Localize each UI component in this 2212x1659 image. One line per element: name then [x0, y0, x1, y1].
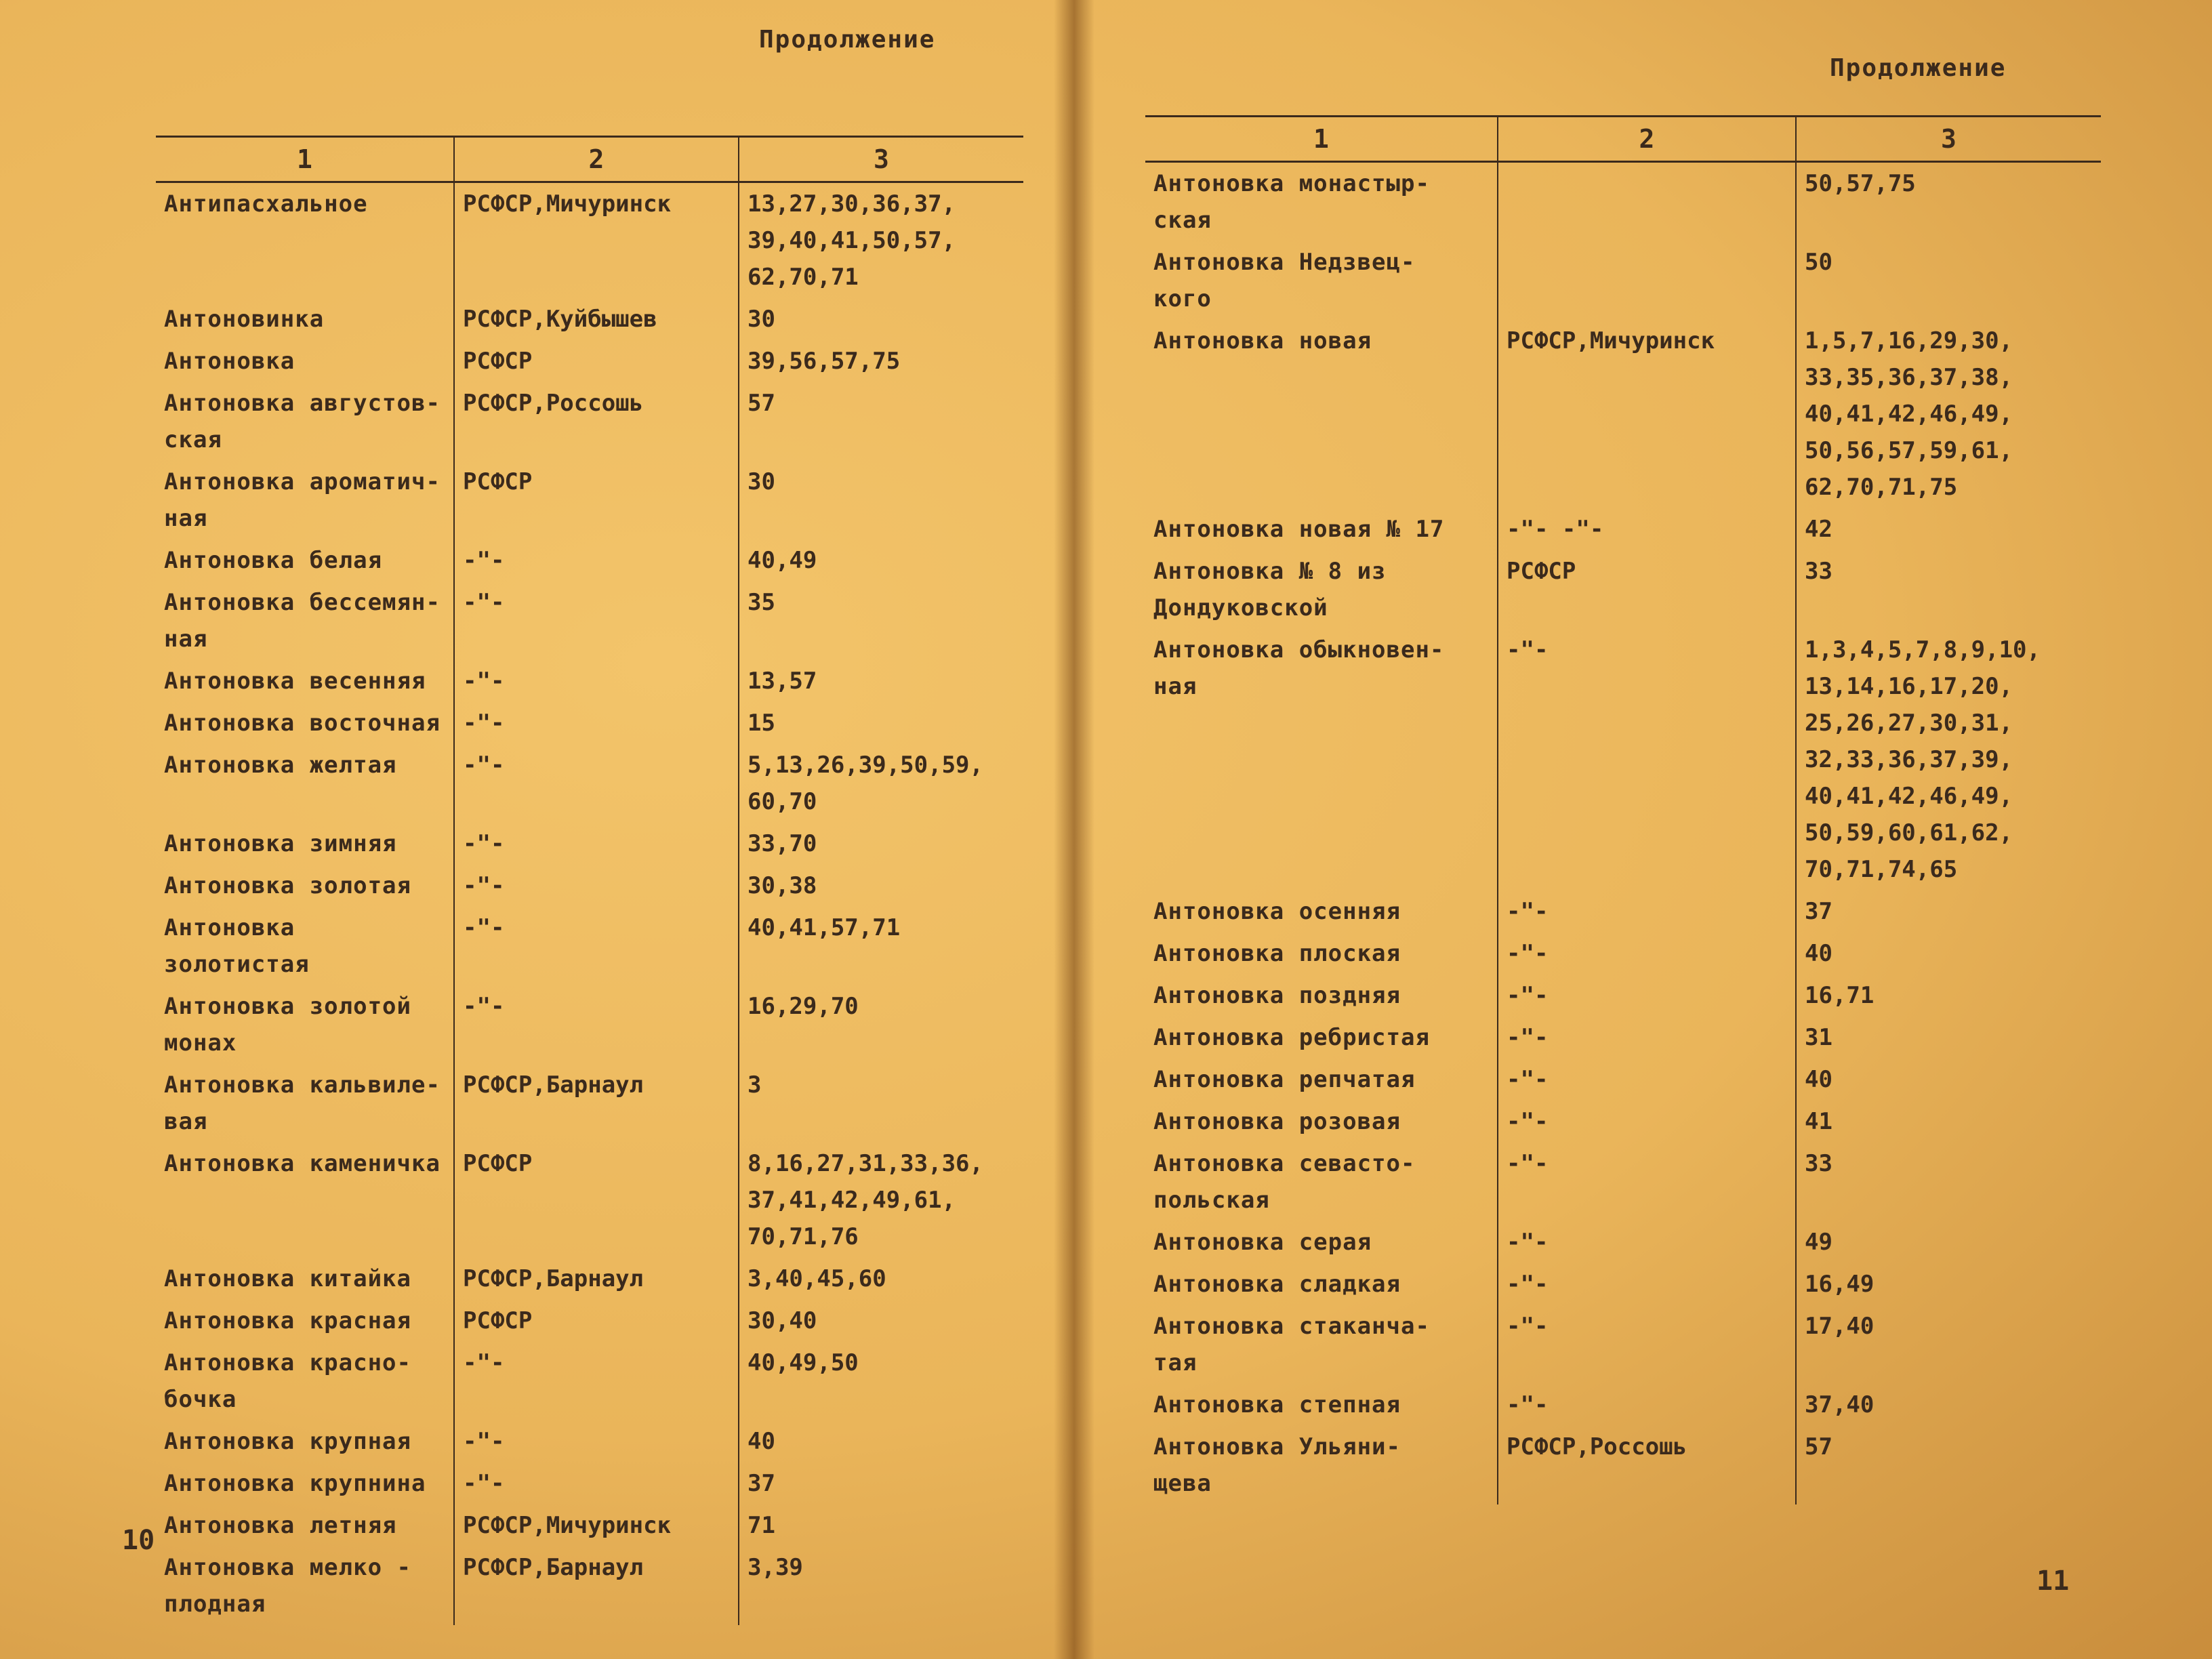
table-row: [1145, 1384, 2101, 1426]
variety-table: [1145, 115, 2101, 1504]
region-cell: -"-: [454, 1462, 739, 1504]
variety-name-cell: Антоновка золотая: [156, 865, 454, 907]
table-header-row: [156, 137, 1023, 182]
region-cell: -"-: [1498, 933, 1796, 975]
variety-name-cell: Антоновка серая: [1145, 1221, 1498, 1263]
table-row: [156, 461, 1023, 539]
region-cell: РСФСР,Барнаул: [454, 1064, 739, 1143]
table-header-row: [1145, 117, 2101, 162]
references-cell: 31: [1796, 1017, 2101, 1059]
region-cell: -"-: [1498, 629, 1796, 890]
variety-name-cell: Антоновка обыкновен- ная: [1145, 629, 1498, 890]
region-cell: -"-: [1498, 1221, 1796, 1263]
variety-name-cell: Антоновка осенняя: [1145, 890, 1498, 933]
variety-name-cell: Антоновка крупнина: [156, 1462, 454, 1504]
references-cell: 30,40: [739, 1300, 1023, 1342]
region-cell: -"-: [454, 660, 739, 702]
references-cell: 13,27,30,36,37, 39,40,41,50,57, 62,70,71: [739, 182, 1023, 299]
variety-name-cell: Антоновка сладкая: [1145, 1263, 1498, 1305]
variety-name-cell: Антоновка летняя: [156, 1504, 454, 1547]
table-row: [156, 581, 1023, 660]
continuation-title: Продолжение: [1830, 54, 2007, 82]
variety-name-cell: Антоновка репчатая: [1145, 1059, 1498, 1101]
column-header: 3: [739, 137, 1023, 182]
references-cell: 40: [739, 1420, 1023, 1462]
variety-name-cell: Антоновка новая № 17: [1145, 508, 1498, 550]
table-row: [156, 660, 1023, 702]
region-cell: -"-: [454, 581, 739, 660]
region-cell: -"-: [454, 702, 739, 744]
region-cell: РСФСР: [454, 461, 739, 539]
region-cell: -"-: [1498, 1263, 1796, 1305]
variety-name-cell: Антоновинка: [156, 298, 454, 340]
table-row: [156, 907, 1023, 985]
table-row: [1145, 241, 2101, 320]
region-cell: РСФСР,Барнаул: [454, 1547, 739, 1625]
variety-table: [156, 136, 1023, 1625]
region-cell: -"-: [454, 1342, 739, 1420]
book-gutter: [1054, 0, 1094, 1659]
region-cell: РСФСР,Россошь: [1498, 1426, 1796, 1504]
table-row: [1145, 1426, 2101, 1504]
variety-name-cell: Антоновка ребристая: [1145, 1017, 1498, 1059]
references-cell: 50: [1796, 241, 2101, 320]
variety-name-cell: Антоновка августов- ская: [156, 382, 454, 461]
continuation-title: Продолжение: [759, 26, 936, 54]
variety-name-cell: Антоновка каменичка: [156, 1143, 454, 1258]
page-number: 10: [122, 1525, 155, 1556]
region-cell: РСФСР,Россошь: [454, 382, 739, 461]
variety-name-cell: Антоновка китайка: [156, 1258, 454, 1300]
region-cell: -"-: [454, 907, 739, 985]
variety-name-cell: Антоновка белая: [156, 539, 454, 581]
references-cell: 13,57: [739, 660, 1023, 702]
region-cell: -"-: [454, 823, 739, 865]
variety-name-cell: Антоновка восточная: [156, 702, 454, 744]
table-row: [156, 1300, 1023, 1342]
variety-name-cell: Антоновка красно- бочка: [156, 1342, 454, 1420]
references-cell: 49: [1796, 1221, 2101, 1263]
variety-name-cell: Антоновка степная: [1145, 1384, 1498, 1426]
page-number: 11: [2036, 1565, 2070, 1597]
references-cell: 30: [739, 461, 1023, 539]
region-cell: РСФСР,Барнаул: [454, 1258, 739, 1300]
region-cell: -"-: [1498, 890, 1796, 933]
region-cell: -"-: [1498, 1101, 1796, 1143]
references-cell: 1,3,4,5,7,8,9,10, 13,14,16,17,20, 25,26,27,30,31, 32,33,36,37,39, 40,41,42,46,49, 50,59,60,61,62, 70,71,74,65: [1796, 629, 2101, 890]
region-cell: РСФСР,Куйбышев: [454, 298, 739, 340]
references-cell: 30: [739, 298, 1023, 340]
references-cell: 71: [739, 1504, 1023, 1547]
region-cell: -"-: [1498, 1017, 1796, 1059]
variety-name-cell: Антоновка: [156, 340, 454, 382]
table-row: [156, 1064, 1023, 1143]
column-header: 3: [1796, 117, 2101, 162]
variety-name-cell: Антоновка золотой монах: [156, 985, 454, 1064]
variety-name-cell: Антоновка монастыр- ская: [1145, 162, 1498, 242]
region-cell: -"-: [454, 1420, 739, 1462]
variety-name-cell: Антоновка стаканча- тая: [1145, 1305, 1498, 1384]
region-cell: РСФСР: [454, 1143, 739, 1258]
references-cell: 33: [1796, 550, 2101, 629]
table-row: [156, 1462, 1023, 1504]
variety-name-cell: Антоновка поздняя: [1145, 975, 1498, 1017]
references-cell: 40: [1796, 1059, 2101, 1101]
column-header: 1: [156, 137, 454, 182]
table-row: [156, 702, 1023, 744]
region-cell: -"-: [454, 744, 739, 823]
references-cell: 15: [739, 702, 1023, 744]
table-row: [1145, 629, 2101, 890]
table-row: [156, 1420, 1023, 1462]
column-header: 2: [454, 137, 739, 182]
variety-name-cell: Антоновка ароматич- ная: [156, 461, 454, 539]
variety-name-cell: Антоновка плоская: [1145, 933, 1498, 975]
table-row: [1145, 1221, 2101, 1263]
table-row: [156, 1342, 1023, 1420]
variety-name-cell: Антоновка бессемян- ная: [156, 581, 454, 660]
table-row: [156, 985, 1023, 1064]
region-cell: -"-: [1498, 1059, 1796, 1101]
references-cell: 1,5,7,16,29,30, 33,35,36,37,38, 40,41,42,46,49, 50,56,57,59,61, 62,70,71,75: [1796, 320, 2101, 508]
table-row: [156, 340, 1023, 382]
references-cell: 17,40: [1796, 1305, 2101, 1384]
variety-name-cell: Антоновка новая: [1145, 320, 1498, 508]
references-cell: 30,38: [739, 865, 1023, 907]
references-cell: 16,29,70: [739, 985, 1023, 1064]
variety-name-cell: Антоновка весенняя: [156, 660, 454, 702]
region-cell: РСФСР,Мичуринск: [454, 182, 739, 299]
region-cell: РСФСР,Мичуринск: [454, 1504, 739, 1547]
region-cell: -"-: [454, 865, 739, 907]
column-header: 2: [1498, 117, 1796, 162]
variety-name-cell: Антоновка № 8 из Дондуковской: [1145, 550, 1498, 629]
table-row: [1145, 1143, 2101, 1221]
references-cell: 41: [1796, 1101, 2101, 1143]
references-cell: 16,71: [1796, 975, 2101, 1017]
region-cell: РСФСР: [1498, 550, 1796, 629]
references-cell: 57: [739, 382, 1023, 461]
references-cell: 57: [1796, 1426, 2101, 1504]
region-cell: -"-: [1498, 1384, 1796, 1426]
variety-name-cell: Антоновка крупная: [156, 1420, 454, 1462]
table-row: [1145, 1059, 2101, 1101]
table-row: [156, 298, 1023, 340]
region-cell: -"-: [1498, 1305, 1796, 1384]
table-row: [156, 744, 1023, 823]
column-header: 1: [1145, 117, 1498, 162]
references-cell: 5,13,26,39,50,59, 60,70: [739, 744, 1023, 823]
region-cell: РСФСР,Мичуринск: [1498, 320, 1796, 508]
references-cell: 40,49: [739, 539, 1023, 581]
variety-name-cell: Антоновка желтая: [156, 744, 454, 823]
references-cell: 3: [739, 1064, 1023, 1143]
references-cell: 16,49: [1796, 1263, 2101, 1305]
table-row: [156, 865, 1023, 907]
variety-name-cell: Антоновка красная: [156, 1300, 454, 1342]
region-cell: -"-: [454, 985, 739, 1064]
variety-name-cell: Антоновка Недзвец- кого: [1145, 241, 1498, 320]
variety-name-cell: Антоновка розовая: [1145, 1101, 1498, 1143]
references-cell: 39,56,57,75: [739, 340, 1023, 382]
references-cell: 33: [1796, 1143, 2101, 1221]
references-cell: 40: [1796, 933, 2101, 975]
table-row: [1145, 320, 2101, 508]
references-cell: 40,41,57,71: [739, 907, 1023, 985]
table-row: [1145, 550, 2101, 629]
region-cell: -"- -"-: [1498, 508, 1796, 550]
variety-name-cell: Антоновка зимняя: [156, 823, 454, 865]
table-row: [1145, 1263, 2101, 1305]
region-cell: РСФСР: [454, 340, 739, 382]
variety-name-cell: Антипасхальное: [156, 182, 454, 299]
table-row: [156, 823, 1023, 865]
table-row: [156, 1504, 1023, 1547]
references-cell: 3,39: [739, 1547, 1023, 1625]
region-cell: -"-: [1498, 1143, 1796, 1221]
region-cell: [1498, 162, 1796, 242]
references-cell: 3,40,45,60: [739, 1258, 1023, 1300]
table-row: [1145, 933, 2101, 975]
references-cell: 40,49,50: [739, 1342, 1023, 1420]
references-cell: 37: [1796, 890, 2101, 933]
table-row: [1145, 890, 2101, 933]
region-cell: [1498, 241, 1796, 320]
references-cell: 35: [739, 581, 1023, 660]
region-cell: -"-: [1498, 975, 1796, 1017]
references-cell: 42: [1796, 508, 2101, 550]
references-cell: 50,57,75: [1796, 162, 2101, 242]
variety-name-cell: Антоновка мелко - плодная: [156, 1547, 454, 1625]
table-row: [156, 1547, 1023, 1625]
references-cell: 37: [739, 1462, 1023, 1504]
variety-name-cell: Антоновка золотистая: [156, 907, 454, 985]
table-row: [156, 1258, 1023, 1300]
table-row: [1145, 1101, 2101, 1143]
variety-name-cell: Антоновка Ульяни- щева: [1145, 1426, 1498, 1504]
table-row: [156, 539, 1023, 581]
right-page: [1091, 0, 2212, 1659]
variety-name-cell: Антоновка севасто- польская: [1145, 1143, 1498, 1221]
references-cell: 8,16,27,31,33,36, 37,41,42,49,61, 70,71,76: [739, 1143, 1023, 1258]
variety-name-cell: Антоновка кальвиле- вая: [156, 1064, 454, 1143]
references-cell: 37,40: [1796, 1384, 2101, 1426]
table-row: [1145, 1305, 2101, 1384]
table-row: [156, 182, 1023, 299]
region-cell: РСФСР: [454, 1300, 739, 1342]
table-row: [156, 1143, 1023, 1258]
region-cell: -"-: [454, 539, 739, 581]
table-row: [1145, 975, 2101, 1017]
table-row: [1145, 162, 2101, 242]
table-row: [1145, 508, 2101, 550]
table-row: [1145, 1017, 2101, 1059]
table-row: [156, 382, 1023, 461]
left-page: [0, 0, 1057, 1659]
references-cell: 33,70: [739, 823, 1023, 865]
